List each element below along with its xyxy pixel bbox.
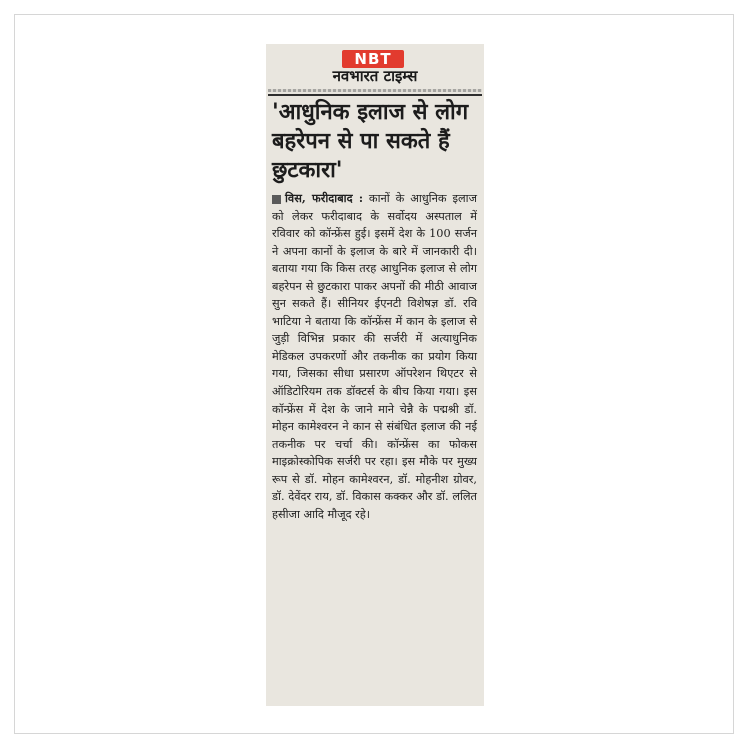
article-byline: विस, फरीदाबाद : [285, 191, 363, 205]
masthead [266, 44, 484, 94]
dateline-strip [268, 89, 482, 92]
newspaper-clipping [266, 44, 484, 706]
article-text: कानों के आधुनिक इलाज को लेकर फरीदाबाद के सर्वोदय अस्पताल में रविवार को कॉन्फ्रेंस हुई। इसमें देश के 100 सर्जन ने अपना कानों के इलाज के बारे में जानकारी दी। बताया गया कि किस तरह आधुनिक इलाज से लोग बहरेपन से छुटकारा पाकर अपनों की मीठी आवाज सुन सकते हैं। सीनियर ईएनटी विशेषज्ञ डॉ. रवि भाटिया ने बताया कि कॉन्फ्रेंस में कान के इलाज से जुड़ी विभिन्न प्रकार की सर्जरी में अत्याधुनिक मेडिकल उपकरणों और तकनीक का प्रयोग किया गया, जिसका सीधा प्रसारण ऑपरेशन थिएटर से ऑडिटोरियम तक डॉक्टर्स के बीच किया गया। इस कॉन्फ्रेंस में देश के जाने माने चेन्नै के पद्मश्री डॉ. मोहन कामेश्वरन ने कान से संबंधित इलाज की नई तकनीक पर चर्चा की। कॉन्फ्रेंस का फोकस माइक्रोस्कोपिक सर्जरी पर रहा। इस मौके पर मुख्य रूप से डॉ. मोहन कामेश्वरन, डॉ. मोहनीश ग्रोवर, डॉ. देवेंदर राय, डॉ. विकास कक्कर और डॉ. ललित हसीजा आदि मौजूद रहे। [272, 192, 477, 521]
article-headline: 'आधुनिक इलाज से लोग बहरेपन से पा सकते हैं छुटकारा' [272, 100, 469, 183]
paper-name: नवभारत टाइम्स [332, 67, 418, 85]
byline-bullet-icon [272, 195, 281, 204]
nbt-logo: NBT [342, 50, 404, 68]
masthead-rule [268, 94, 482, 96]
article-body [272, 190, 477, 523]
